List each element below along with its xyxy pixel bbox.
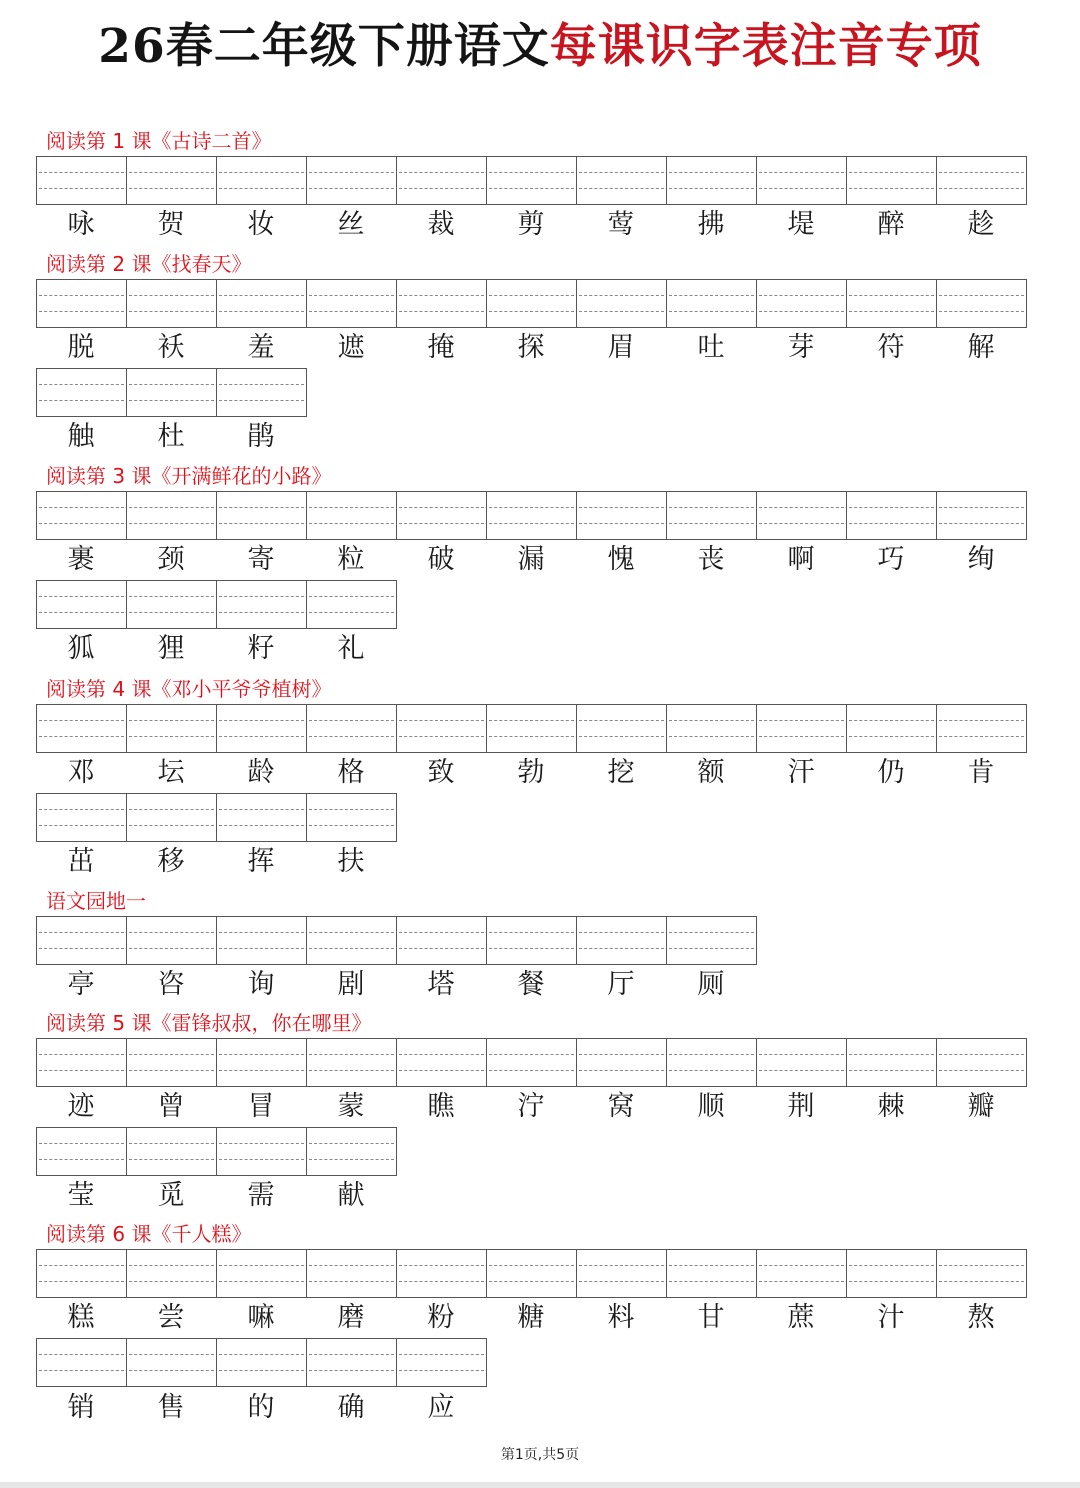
hanzi-character: 致 bbox=[427, 757, 455, 788]
pinyin-writing-box[interactable] bbox=[846, 156, 936, 205]
pinyin-writing-box[interactable] bbox=[576, 491, 666, 540]
pinyin-writing-box[interactable] bbox=[36, 491, 126, 540]
pinyin-writing-box[interactable] bbox=[396, 704, 486, 753]
pinyin-writing-box[interactable] bbox=[306, 580, 397, 629]
pinyin-grid-row bbox=[36, 368, 307, 416]
hanzi-character: 解 bbox=[967, 332, 995, 363]
hanzi-character: 颈 bbox=[157, 544, 185, 575]
pinyin-writing-box[interactable] bbox=[756, 1038, 846, 1087]
hanzi-character: 蔗 bbox=[787, 1302, 815, 1333]
hanzi-character: 袄 bbox=[157, 332, 185, 363]
hanzi-character: 献 bbox=[337, 1180, 365, 1211]
hanzi-character: 丧 bbox=[697, 544, 725, 575]
page-number: 第1页,共5页 bbox=[500, 1447, 580, 1463]
hanzi-character: 甘 bbox=[697, 1302, 725, 1333]
lesson-title: 阅读第 2 课《找春天》 bbox=[46, 252, 252, 276]
pinyin-writing-box[interactable] bbox=[846, 704, 936, 753]
hanzi-character: 寄 bbox=[247, 544, 275, 575]
pinyin-grid-row bbox=[36, 704, 1027, 752]
pinyin-writing-box[interactable] bbox=[666, 279, 756, 328]
hanzi-character: 龄 bbox=[247, 757, 275, 788]
pinyin-writing-box[interactable] bbox=[486, 491, 576, 540]
hanzi-character: 羞 bbox=[247, 332, 275, 363]
pinyin-writing-box[interactable] bbox=[216, 704, 306, 753]
pinyin-writing-box[interactable] bbox=[36, 1127, 126, 1176]
pinyin-writing-box[interactable] bbox=[756, 704, 846, 753]
hanzi-character: 挥 bbox=[247, 846, 275, 877]
pinyin-writing-box[interactable] bbox=[306, 279, 396, 328]
pinyin-writing-box[interactable] bbox=[126, 156, 216, 205]
hanzi-character: 裁 bbox=[427, 209, 455, 240]
hanzi-character: 蒙 bbox=[337, 1091, 365, 1122]
hanzi-character: 莹 bbox=[67, 1180, 95, 1211]
hanzi-character: 堤 bbox=[787, 209, 815, 240]
pinyin-grid-row bbox=[36, 793, 397, 841]
hanzi-character: 鹃 bbox=[247, 421, 275, 452]
hanzi-character: 糖 bbox=[517, 1302, 545, 1333]
pinyin-writing-box[interactable] bbox=[126, 1249, 216, 1298]
hanzi-character: 瞧 bbox=[427, 1091, 455, 1122]
pinyin-writing-box[interactable] bbox=[576, 916, 666, 965]
pinyin-writing-box[interactable] bbox=[36, 916, 126, 965]
hanzi-character: 符 bbox=[877, 332, 905, 363]
hanzi-character: 棘 bbox=[877, 1091, 905, 1122]
pinyin-writing-box[interactable] bbox=[666, 1249, 756, 1298]
hanzi-character: 巧 bbox=[877, 544, 905, 575]
pinyin-writing-box[interactable] bbox=[36, 368, 126, 417]
pinyin-grid-row bbox=[36, 916, 757, 964]
hanzi-character: 遮 bbox=[337, 332, 365, 363]
pinyin-writing-box[interactable] bbox=[306, 156, 396, 205]
pinyin-writing-box[interactable] bbox=[216, 1338, 306, 1387]
hanzi-character: 茁 bbox=[67, 846, 95, 877]
pinyin-writing-box[interactable] bbox=[396, 916, 486, 965]
hanzi-character: 吐 bbox=[697, 332, 725, 363]
hanzi-character: 迹 bbox=[67, 1091, 95, 1122]
hanzi-character: 餐 bbox=[517, 969, 545, 1000]
hanzi-character: 妆 bbox=[247, 209, 275, 240]
pinyin-writing-box[interactable] bbox=[486, 704, 576, 753]
hanzi-character: 塔 bbox=[427, 969, 455, 1000]
hanzi-character: 狐 bbox=[67, 633, 95, 664]
hanzi-character: 丝 bbox=[337, 209, 365, 240]
pinyin-writing-box[interactable] bbox=[36, 1038, 126, 1087]
pinyin-writing-box[interactable] bbox=[306, 704, 396, 753]
lesson-title: 阅读第 5 课《雷锋叔叔，你在哪里》 bbox=[46, 1011, 372, 1035]
pinyin-writing-box[interactable] bbox=[36, 1338, 126, 1387]
character-row bbox=[36, 753, 1026, 793]
pinyin-writing-box[interactable] bbox=[756, 1249, 846, 1298]
hanzi-character: 尝 bbox=[157, 1302, 185, 1333]
hanzi-character: 剪 bbox=[517, 209, 545, 240]
character-row bbox=[36, 1388, 486, 1428]
pinyin-writing-box[interactable] bbox=[126, 916, 216, 965]
pinyin-writing-box[interactable] bbox=[306, 1338, 396, 1387]
hanzi-character: 礼 bbox=[337, 633, 365, 664]
hanzi-character: 冒 bbox=[247, 1091, 275, 1122]
pinyin-writing-box[interactable] bbox=[216, 793, 306, 842]
character-row bbox=[36, 417, 306, 457]
pinyin-writing-box[interactable] bbox=[936, 279, 1027, 328]
pinyin-writing-box[interactable] bbox=[36, 793, 126, 842]
pinyin-writing-box[interactable] bbox=[666, 491, 756, 540]
hanzi-character: 挖 bbox=[607, 757, 635, 788]
hanzi-character: 籽 bbox=[247, 633, 275, 664]
pinyin-writing-box[interactable] bbox=[396, 156, 486, 205]
page-title-part-2: 每课识字表注音专项 bbox=[549, 19, 982, 74]
pinyin-writing-box[interactable] bbox=[216, 916, 306, 965]
pinyin-writing-box[interactable] bbox=[666, 704, 756, 753]
pinyin-writing-box[interactable] bbox=[36, 1249, 126, 1298]
hanzi-character: 窝 bbox=[607, 1091, 635, 1122]
hanzi-character: 咏 bbox=[67, 209, 95, 240]
pinyin-writing-box[interactable] bbox=[936, 491, 1027, 540]
pinyin-writing-box[interactable] bbox=[846, 279, 936, 328]
pinyin-writing-box[interactable] bbox=[126, 279, 216, 328]
pinyin-writing-box[interactable] bbox=[756, 491, 846, 540]
hanzi-character: 剧 bbox=[337, 969, 365, 1000]
pinyin-writing-box[interactable] bbox=[36, 156, 126, 205]
pinyin-grid-row bbox=[36, 1127, 397, 1175]
pinyin-writing-box[interactable] bbox=[306, 793, 397, 842]
pinyin-writing-box[interactable] bbox=[396, 1338, 487, 1387]
hanzi-character: 汗 bbox=[787, 757, 815, 788]
pinyin-writing-box[interactable] bbox=[486, 916, 576, 965]
hanzi-character: 嘛 bbox=[247, 1302, 275, 1333]
hanzi-character: 粒 bbox=[337, 544, 365, 575]
hanzi-character: 确 bbox=[337, 1392, 365, 1423]
pinyin-writing-box[interactable] bbox=[936, 156, 1027, 205]
pinyin-writing-box[interactable] bbox=[306, 1249, 396, 1298]
hanzi-character: 的 bbox=[247, 1392, 275, 1423]
hanzi-character: 觅 bbox=[157, 1180, 185, 1211]
pinyin-writing-box[interactable] bbox=[126, 1038, 216, 1087]
hanzi-character: 瓣 bbox=[967, 1091, 995, 1122]
pinyin-writing-box[interactable] bbox=[846, 1038, 936, 1087]
pinyin-writing-box[interactable] bbox=[576, 704, 666, 753]
character-row bbox=[36, 842, 396, 882]
hanzi-character: 格 bbox=[337, 757, 365, 788]
pinyin-writing-box[interactable] bbox=[36, 580, 126, 629]
pinyin-writing-box[interactable] bbox=[936, 1249, 1027, 1298]
hanzi-character: 额 bbox=[697, 757, 725, 788]
pinyin-writing-box[interactable] bbox=[396, 491, 486, 540]
pinyin-writing-box[interactable] bbox=[126, 580, 216, 629]
pinyin-writing-box[interactable] bbox=[126, 368, 216, 417]
hanzi-character: 亭 bbox=[67, 969, 95, 1000]
hanzi-character: 售 bbox=[157, 1392, 185, 1423]
hanzi-character: 糕 bbox=[67, 1302, 95, 1333]
pinyin-grid-row bbox=[36, 156, 1027, 204]
hanzi-character: 扶 bbox=[337, 846, 365, 877]
pinyin-writing-box[interactable] bbox=[576, 1038, 666, 1087]
hanzi-character: 顺 bbox=[697, 1091, 725, 1122]
pinyin-writing-box[interactable] bbox=[216, 491, 306, 540]
hanzi-character: 芽 bbox=[787, 332, 815, 363]
pinyin-writing-box[interactable] bbox=[756, 156, 846, 205]
hanzi-character: 杜 bbox=[157, 421, 185, 452]
pinyin-writing-box[interactable] bbox=[936, 1038, 1027, 1087]
pinyin-writing-box[interactable] bbox=[936, 704, 1027, 753]
lesson-title: 阅读第 1 课《古诗二首》 bbox=[46, 129, 272, 153]
hanzi-character: 裹 bbox=[67, 544, 95, 575]
character-row bbox=[36, 629, 396, 669]
hanzi-character: 掩 bbox=[427, 332, 455, 363]
character-row bbox=[36, 1087, 1026, 1127]
pinyin-grid-row bbox=[36, 1038, 1027, 1086]
pinyin-writing-box[interactable] bbox=[576, 1249, 666, 1298]
pinyin-writing-box[interactable] bbox=[396, 1249, 486, 1298]
lesson-title: 阅读第 3 课《开满鲜花的小路》 bbox=[46, 464, 332, 488]
pinyin-writing-box[interactable] bbox=[126, 1127, 216, 1176]
pinyin-writing-box[interactable] bbox=[126, 793, 216, 842]
pinyin-writing-box[interactable] bbox=[486, 1249, 576, 1298]
page-title bbox=[0, 14, 1080, 80]
hanzi-character: 漏 bbox=[517, 544, 545, 575]
hanzi-character: 料 bbox=[607, 1302, 635, 1333]
hanzi-character: 荆 bbox=[787, 1091, 815, 1122]
pinyin-writing-box[interactable] bbox=[216, 279, 306, 328]
hanzi-character: 愧 bbox=[607, 544, 635, 575]
hanzi-character: 醉 bbox=[877, 209, 905, 240]
pinyin-writing-box[interactable] bbox=[666, 156, 756, 205]
pinyin-writing-box[interactable] bbox=[126, 491, 216, 540]
hanzi-character: 狸 bbox=[157, 633, 185, 664]
pinyin-writing-box[interactable] bbox=[666, 916, 757, 965]
hanzi-character: 厕 bbox=[697, 969, 725, 1000]
pinyin-writing-box[interactable] bbox=[216, 1038, 306, 1087]
pinyin-writing-box[interactable] bbox=[756, 279, 846, 328]
lesson-title: 语文园地一 bbox=[46, 889, 146, 913]
pinyin-writing-box[interactable] bbox=[216, 580, 306, 629]
pinyin-grid-row bbox=[36, 1249, 1027, 1297]
pinyin-writing-box[interactable] bbox=[216, 156, 306, 205]
hanzi-character: 汁 bbox=[877, 1302, 905, 1333]
page-title-part-1: 26春二年级下册语文 bbox=[98, 19, 550, 74]
pinyin-writing-box[interactable] bbox=[486, 279, 576, 328]
hanzi-character: 泞 bbox=[517, 1091, 545, 1122]
character-row bbox=[36, 328, 1026, 368]
bottom-divider bbox=[0, 1482, 1080, 1488]
character-row bbox=[36, 205, 1026, 245]
hanzi-character: 破 bbox=[427, 544, 455, 575]
character-row bbox=[36, 965, 756, 1005]
pinyin-writing-box[interactable] bbox=[576, 156, 666, 205]
hanzi-character: 拂 bbox=[697, 209, 725, 240]
pinyin-grid-row bbox=[36, 580, 397, 628]
pinyin-writing-box[interactable] bbox=[846, 1249, 936, 1298]
character-row bbox=[36, 1176, 396, 1216]
hanzi-character: 粉 bbox=[427, 1302, 455, 1333]
hanzi-character: 磨 bbox=[337, 1302, 365, 1333]
pinyin-writing-box[interactable] bbox=[306, 1127, 397, 1176]
pinyin-writing-box[interactable] bbox=[396, 1038, 486, 1087]
pinyin-writing-box[interactable] bbox=[576, 279, 666, 328]
hanzi-character: 触 bbox=[67, 421, 95, 452]
hanzi-character: 肯 bbox=[967, 757, 995, 788]
hanzi-character: 仍 bbox=[877, 757, 905, 788]
hanzi-character: 勃 bbox=[517, 757, 545, 788]
pinyin-writing-box[interactable] bbox=[486, 1038, 576, 1087]
hanzi-character: 啊 bbox=[787, 544, 815, 575]
hanzi-character: 曾 bbox=[157, 1091, 185, 1122]
pinyin-writing-box[interactable] bbox=[36, 279, 126, 328]
pinyin-writing-box[interactable] bbox=[306, 1038, 396, 1087]
lesson-title: 阅读第 4 课《邓小平爷爷植树》 bbox=[46, 677, 332, 701]
pinyin-writing-box[interactable] bbox=[216, 368, 307, 417]
hanzi-character: 邓 bbox=[67, 757, 95, 788]
lesson-title: 阅读第 6 课《千人糕》 bbox=[46, 1222, 252, 1246]
hanzi-character: 贺 bbox=[157, 209, 185, 240]
pinyin-writing-box[interactable] bbox=[216, 1127, 306, 1176]
pinyin-writing-box[interactable] bbox=[306, 491, 396, 540]
pinyin-writing-box[interactable] bbox=[306, 916, 396, 965]
pinyin-writing-box[interactable] bbox=[486, 156, 576, 205]
pinyin-writing-box[interactable] bbox=[216, 1249, 306, 1298]
pinyin-grid-row bbox=[36, 279, 1027, 327]
hanzi-character: 眉 bbox=[607, 332, 635, 363]
pinyin-writing-box[interactable] bbox=[126, 1338, 216, 1387]
hanzi-character: 询 bbox=[247, 969, 275, 1000]
character-row bbox=[36, 1298, 1026, 1338]
hanzi-character: 销 bbox=[67, 1392, 95, 1423]
hanzi-character: 需 bbox=[247, 1180, 275, 1211]
hanzi-character: 探 bbox=[517, 332, 545, 363]
hanzi-character: 莺 bbox=[607, 209, 635, 240]
hanzi-character: 趁 bbox=[967, 209, 995, 240]
pinyin-grid-row bbox=[36, 1338, 487, 1386]
hanzi-character: 应 bbox=[427, 1392, 455, 1423]
hanzi-character: 熬 bbox=[967, 1302, 995, 1333]
hanzi-character: 绚 bbox=[967, 544, 995, 575]
hanzi-character: 坛 bbox=[157, 757, 185, 788]
hanzi-character: 咨 bbox=[157, 969, 185, 1000]
character-row bbox=[36, 540, 1026, 580]
hanzi-character: 移 bbox=[157, 846, 185, 877]
pinyin-writing-box[interactable] bbox=[126, 704, 216, 753]
pinyin-writing-box[interactable] bbox=[846, 491, 936, 540]
hanzi-character: 脱 bbox=[67, 332, 95, 363]
pinyin-writing-box[interactable] bbox=[396, 279, 486, 328]
pinyin-writing-box[interactable] bbox=[666, 1038, 756, 1087]
hanzi-character: 厅 bbox=[607, 969, 635, 1000]
pinyin-writing-box[interactable] bbox=[36, 704, 126, 753]
pinyin-grid-row bbox=[36, 491, 1027, 539]
